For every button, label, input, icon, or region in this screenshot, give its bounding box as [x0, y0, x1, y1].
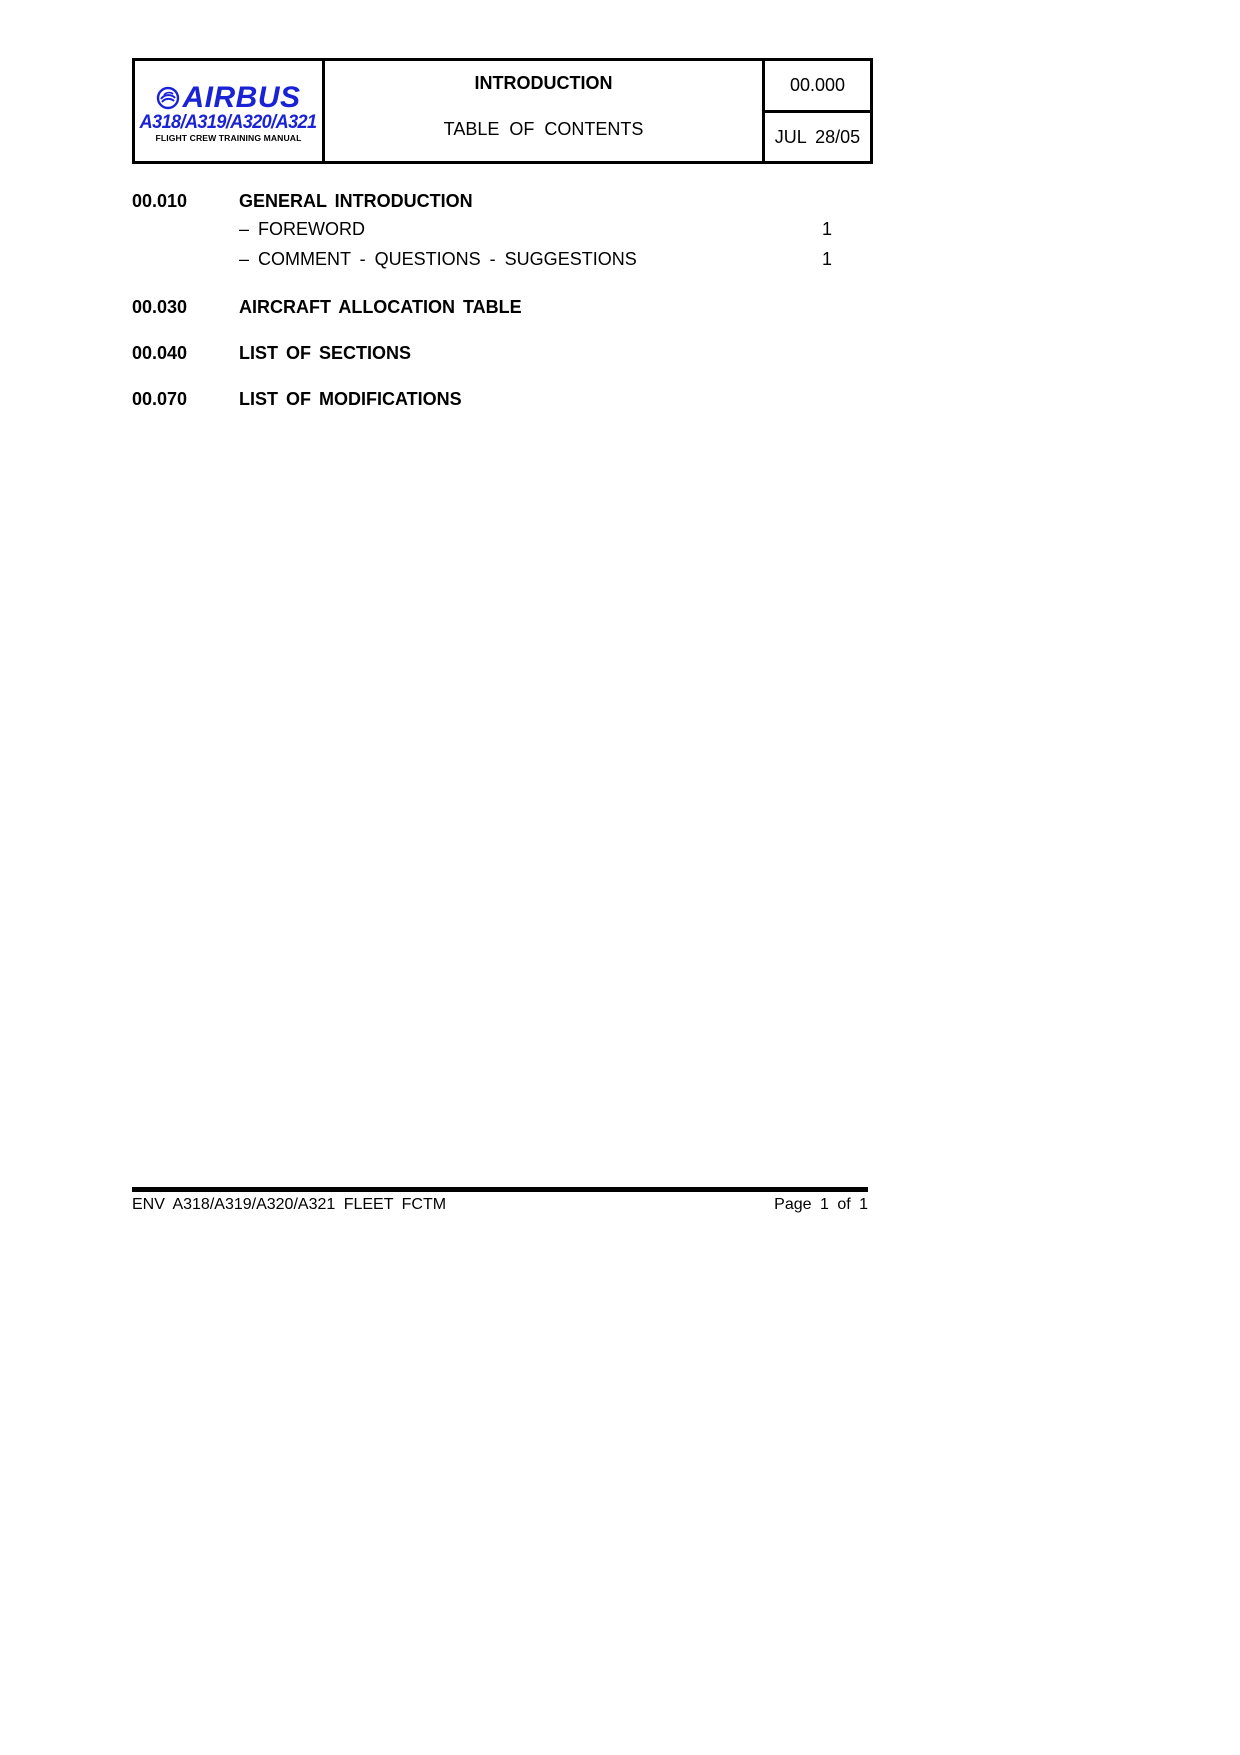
document-reference: 00.000 [765, 61, 870, 113]
toc-item-page: 1 [822, 218, 833, 239]
toc-item[interactable] [132, 214, 852, 244]
toc-section-title: AIRCRAFT ALLOCATION TABLE [239, 296, 522, 317]
toc-section-title: LIST OF MODIFICATIONS [239, 388, 462, 409]
toc-item-page: 1 [822, 248, 833, 269]
toc-item-label: – COMMENT - QUESTIONS - SUGGESTIONS [239, 248, 637, 269]
toc-section-heading[interactable] [132, 294, 852, 320]
logo-models: A318/A319/A320/A321 [140, 111, 317, 133]
airbus-logo [135, 61, 325, 161]
toc-section-heading[interactable] [132, 386, 852, 412]
toc-section-code: 00.040 [132, 342, 188, 363]
header-title-cell [325, 61, 765, 161]
toc-section-title: GENERAL INTRODUCTION [239, 190, 473, 211]
toc-section-code: 00.070 [132, 388, 188, 409]
logo-manual-title: FLIGHT CREW TRAINING MANUAL [155, 132, 302, 143]
chapter-title: INTRODUCTION [474, 73, 613, 93]
revision-date: JUL 28/05 [774, 126, 861, 147]
toc-section [132, 340, 852, 366]
toc-section-heading[interactable] [132, 188, 852, 214]
page-header [132, 58, 873, 164]
table-of-contents [132, 188, 852, 432]
page-number: Page 1 of 1 [774, 1196, 868, 1213]
toc-section-heading[interactable] [132, 340, 852, 366]
toc-section [132, 386, 852, 412]
toc-section-code: 00.010 [132, 190, 188, 211]
footer-fleet-label: ENV A318/A319/A320/A321 FLEET FCTM [132, 1196, 447, 1213]
toc-item[interactable] [132, 244, 852, 274]
header-reference-cell [765, 61, 870, 161]
toc-item-label: – FOREWORD [239, 218, 366, 239]
toc-section-title: LIST OF SECTIONS [239, 342, 412, 363]
toc-section [132, 294, 852, 320]
airbus-swirl-icon [156, 86, 180, 110]
footer-divider [132, 1187, 868, 1192]
toc-section [132, 188, 852, 274]
logo-brand: AIRBUS [182, 80, 301, 114]
toc-section-code: 00.030 [132, 296, 188, 317]
page-title: TABLE OF CONTENTS [443, 119, 644, 139]
